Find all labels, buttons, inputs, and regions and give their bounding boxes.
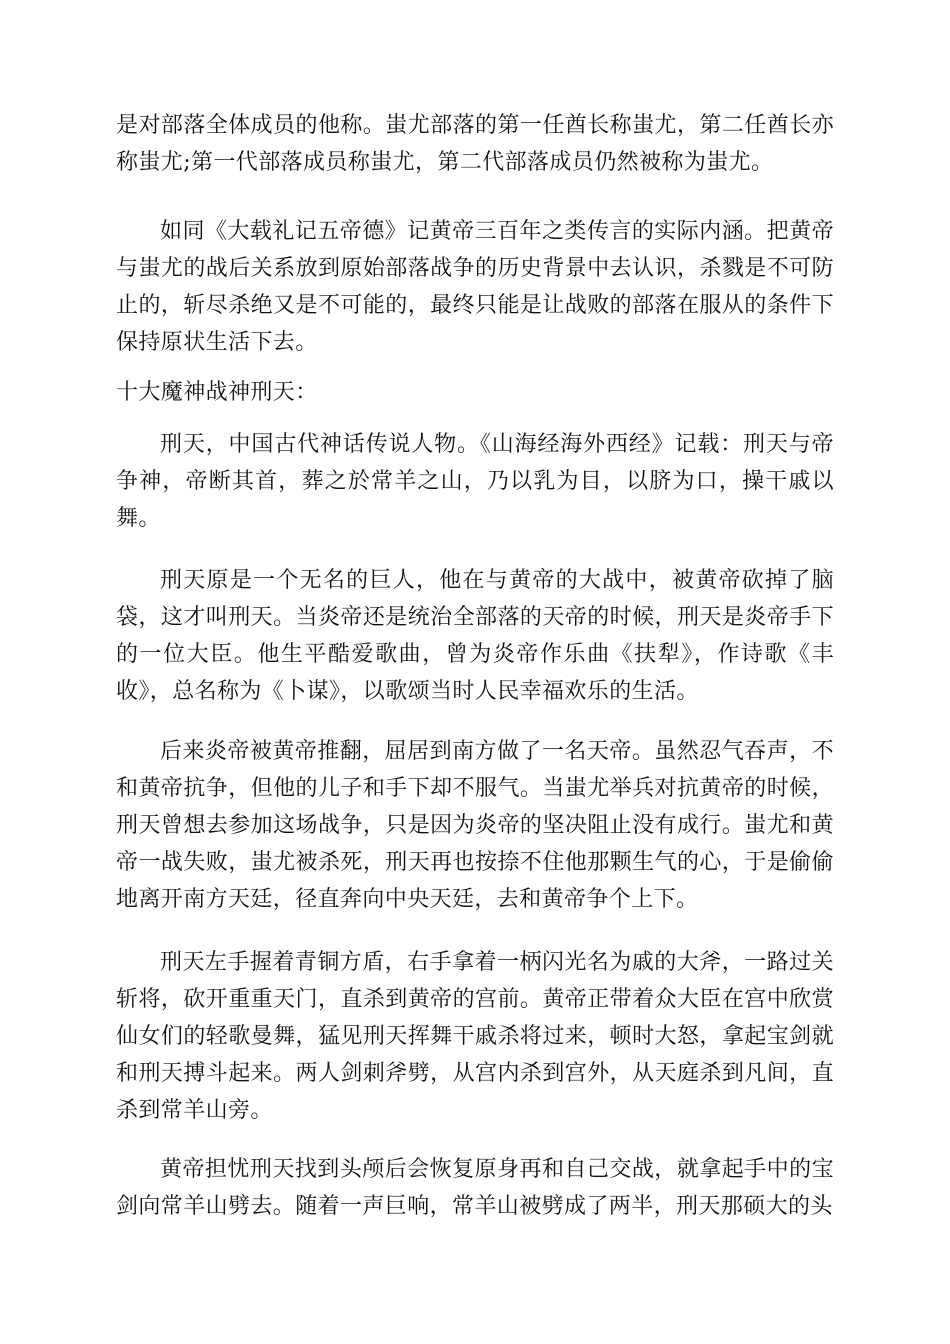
paragraph-continuation: 是对部落全体成员的他称。蚩尤部落的第一任酋长称蚩尤，第二任酋长亦称蚩尤;第一代部落成员称蚩尤，第二代部落成员仍然被称为蚩尤。 [116, 113, 834, 175]
paragraph-xingtian-intro: 刑天，中国古代神话传说人物。《山海经海外西经》记载：刑天与帝争神，帝断其首，葬之於常羊之山，乃以乳为目，以脐为口，操干戚以舞。 [116, 432, 834, 531]
paragraph-xingtian-origin: 刑天原是一个无名的巨人，他在与黄帝的大战中，被黄帝砍掉了脑袋，这才叫刑天。当炎帝还是统治全部落的天帝的时候，刑天是炎帝手下的一位大臣。他生平酷爱歌曲，曾为炎帝作乐曲《扶犁》，作诗歌《丰收》，总名称为《卜谋》，以歌颂当时人民幸福欢乐的生活。 [116, 568, 834, 704]
paragraph-battle: 刑天左手握着青铜方盾，右手拿着一柄闪光名为戚的大斧，一路过关斩将，砍开重重天门，直杀到黄帝的宫前。黄帝正带着众大臣在宫中欣赏仙女们的轻歌曼舞，猛见刑天挥舞干戚杀将过来，顿时大怒，拿起宝剑就和刑天搏斗起来。两人剑刺斧劈，从宫内杀到宫外，从天庭杀到凡间，直杀到常羊山旁。 [116, 950, 834, 1123]
paragraph-yandi-defeat: 后来炎帝被黄帝推翻，屈居到南方做了一名天帝。虽然忍气吞声，不和黄帝抗争，但他的儿子和手下却不服气。当蚩尤举兵对抗黄帝的时候，刑天曾想去参加这场战争，只是因为炎帝的坚决阻止没有成行。蚩尤和黄帝一战失败，蚩尤被杀死，刑天再也按捺不住他那颗生气的心，于是偷偷地离开南方天廷，径直奔向中央天廷，去和黄帝争个上下。 [116, 739, 834, 912]
paragraph-changyang-mountain: 黄帝担忧刑天找到头颅后会恢复原身再和自己交战，就拿起手中的宝剑向常羊山劈去。随着一声巨响，常羊山被劈成了两半，刑天那硕大的头 [116, 1157, 834, 1219]
paragraph-huangdi-chiyou: 如同《大载礼记五帝德》记黄帝三百年之类传言的实际内涵。把黄帝与蚩尤的战后关系放到原始部落战争的历史背景中去认识，杀戮是不可防止的，斩尽杀绝又是不可能的，最终只能是让战败的部落在服从的条件下保持原状生活下去。 [116, 219, 834, 355]
section-heading-xingtian: 十大魔神战神刑天： [116, 380, 318, 405]
